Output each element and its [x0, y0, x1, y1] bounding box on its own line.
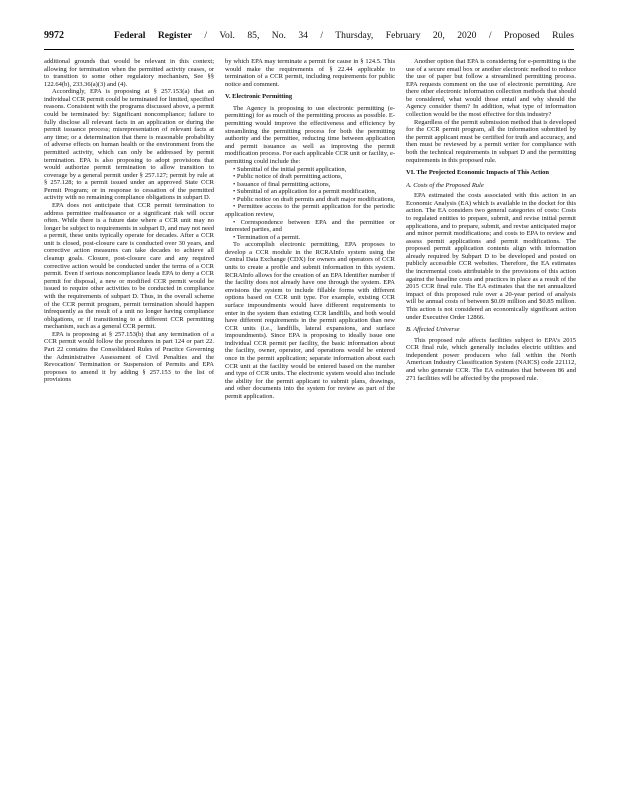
subsection-heading: B. Affected Universe — [406, 326, 460, 334]
paragraph: EPA does not anticipate that CCR permit termination to address permittee malfeasance or a significant risk will occur often. While there is a future date where a CCR unit may no longer be subject to requirements in subpart D, and may not need a permit, these units typically operate for decades. After a CCR unit is closed, post-closure care is conducted over 30 years, and corrective action measures can take decades to achieve all cleanup goals. Closure, post-closure care and any required corrective action would be conducted under the terms of a CCR permit. Even if serious noncompliance leads EPA to deny a CCR permit for disposal, a new or modified CCR permit would be issued to require other activities to be conducted in compliance with the requirements of subpart D. Thus, in the overall scheme of the CCR permit program, permit termination should happen infrequently as the result of a unit no longer having compliance obligations, or if transitioning to a different CCR permitting mechanism, such as a general CCR permit. — [44, 201, 214, 331]
header-details: / Vol. 85, No. 34 / Thursday, February 20, 2020 / Proposed Rules — [204, 30, 574, 41]
bullet-item: • Issuance of final permitting actions, — [233, 180, 331, 188]
text-columns — [44, 58, 576, 794]
publication-title: Federal Register — [114, 30, 192, 41]
bullet-item: • Submittal of the initial permit application, — [233, 165, 347, 173]
column-right — [406, 58, 576, 794]
paragraph: Regardless of the permit submission method that is developed for the CCR permit program, all the information submitted by the permit applicant must be certified for truth and accuracy, and then must be reviewed by a permit writer for compliance with both the technical requirements in subpart D and the permitting requirements in this proposed rule. — [406, 118, 576, 164]
column-left — [44, 58, 214, 794]
paragraph: EPA is proposing at § 257.153(b) that any termination of a CCR permit would follow the procedures in part 124 or part 22. Part 22 contains the Consolidated Rules of Practice Governing the Administrative Assessment of Civil Penalties and the Revocation/ Termination or Suspension of Permits and EPA proposes to amend it by adding § 257.153 to the list of provisions — [44, 330, 214, 384]
header-text — [114, 30, 574, 41]
bullet-item: • Public notice of draft permitting actions, — [233, 173, 343, 181]
header-rule — [44, 49, 574, 50]
section-heading: V. Electronic Permitting — [225, 93, 293, 101]
page-number: 9972 — [44, 30, 64, 41]
paragraph: This proposed rule affects facilities subject to EPA’s 2015 CCR final rule, which generally includes electric utilities and independent power producers who fall within the North American Industry Classification System (NAICS) code 221112, and who generate CCR. The EA estimates that between 86 and 271 facilities will be affected by the proposed rule. — [406, 336, 576, 382]
bullet-item: • Submittal of an application for a permit modification, — [233, 188, 377, 196]
paragraph: by which EPA may terminate a permit for cause in § 124.5. This would make the requirements of § 22.44 applicable to termination of a CCR permit, including requirements for public notice and comment. — [225, 58, 395, 88]
paragraph: Another option that EPA is considering for e-permitting is the use of a secure email box or another electronic method to reduce the use of paper but follow a streamlined permitting process. EPA requests comment on the use of electronic permitting. Are there other electronic information collection methods that should be considered, what would those entail and why should the Agency consider them? In addition, what type of information collection would be the most effective for this industry? — [406, 58, 576, 119]
paragraph: To accomplish electronic permitting, EPA proposes to develop a CCR module in the RCRAInfo system using the Central Data Exchange (CDX) for owners and operators of CCR units to create a profile and submit information in this system. RCRAInfo allows for the creation of an EPA Identifier number if the facility does not already have one through the system. EPA envisions the system to include fillable forms with different options based on CCR unit type. For example, existing CCR surface impoundments would have different requirements to enter in the system than existing CCR landfills, and both would have different requirements in the permit application than new CCR units (i.e., landfills, lateral expansions, and surface impoundments). Since EPA is proposing to ideally issue one individual CCR permit per facility, the basic information about the facility, owner, operator, and operations would be entered once in the permit application; separate information about each CCR unit at the facility would be entered based on the number and type of CCR units. The electronic system would also include the ability for the permit applicant to submit plans, drawings, and other documents into the system for review as part of the permit application. — [225, 241, 395, 400]
paragraph: additional grounds that would be relevant in this context; allowing for termination when the permitted activity ceases, or to transition to some other regulatory mechanism, See §§ 122.64(b), 233.36(a)(3) and (4). — [44, 58, 214, 88]
paragraph: The Agency is proposing to use electronic permitting (e-permitting) for as much of the permitting process as possible. E-permitting would improve the effectiveness and efficiency by streamlining the permitting process for both the permitting authority and the permittee, reducing time between application and permit issuance as well as improving the permit modification process. For each applicable CCR unit or facility, e-permitting could include the: — [225, 104, 395, 165]
bullet-item: • Permittee access to the permit application for the periodic application review, — [225, 203, 395, 218]
column-middle — [225, 58, 395, 794]
paragraph: EPA estimated the costs associated with this action in an Economic Analysis (EA) which is available in the docket for this action. The EA considers two general categories of costs: Costs to regulated entities to prepare, submit, and revise initial permit applications, and to prepare, submit, and revise anticipated major and minor permit modifications; and costs to EPA to review and assess permit applications and permit modifications. The proposed permit application contents align with information already required by Subpart D to be developed and posted on publicly accessible CCR websites. Therefore, the EA estimates the incremental costs attributable to the provisions of this action against the baseline costs and practices in place as a result of the 2015 CCR final rule. The EA estimates that the net annualized impact of this proposed rule over a 20-year period of analysis will be annual costs of between $0.09 million and $0.85 million. This action is not considered an economically significant action under Executive Order 12866. — [406, 192, 576, 321]
page-header — [44, 30, 574, 46]
paragraph: Accordingly, EPA is proposing at § 257.153(a) that an individual CCR permit could be terminated for limited, specified reasons. Consistent with the programs discussed above, a permit could be terminated by: Significant noncompliance; failure to fully disclose all relevant facts in an application or during the permit issuance process; misrepresentation of relevant facts at any time; or a determination that there is reasonable probability of adverse effects on human health or the environment from the permitted activity, which can only be addressed by permit termination. EPA is also proposing to adopt provisions that would authorize permit termination to allow transition to coverage by a general permit under § 257.127; permit by rule at § 257.128; to a permit issued under an approved State CCR Permit Program; or in response to cessation of the permitted activity with no remaining compliance obligations in subpart D. — [44, 88, 214, 202]
bullet-item: • Termination of a permit. — [233, 233, 301, 241]
subsection-heading: A. Costs of the Proposed Rule — [406, 181, 484, 189]
bullet-item: • Correspondence between EPA and the permittee or interested parties, and — [225, 218, 395, 234]
bullet-item: • Public notice on draft permits and draft major modifications, — [233, 195, 395, 203]
section-heading: VI. The Projected Economic Impacts of This Action — [406, 169, 549, 177]
